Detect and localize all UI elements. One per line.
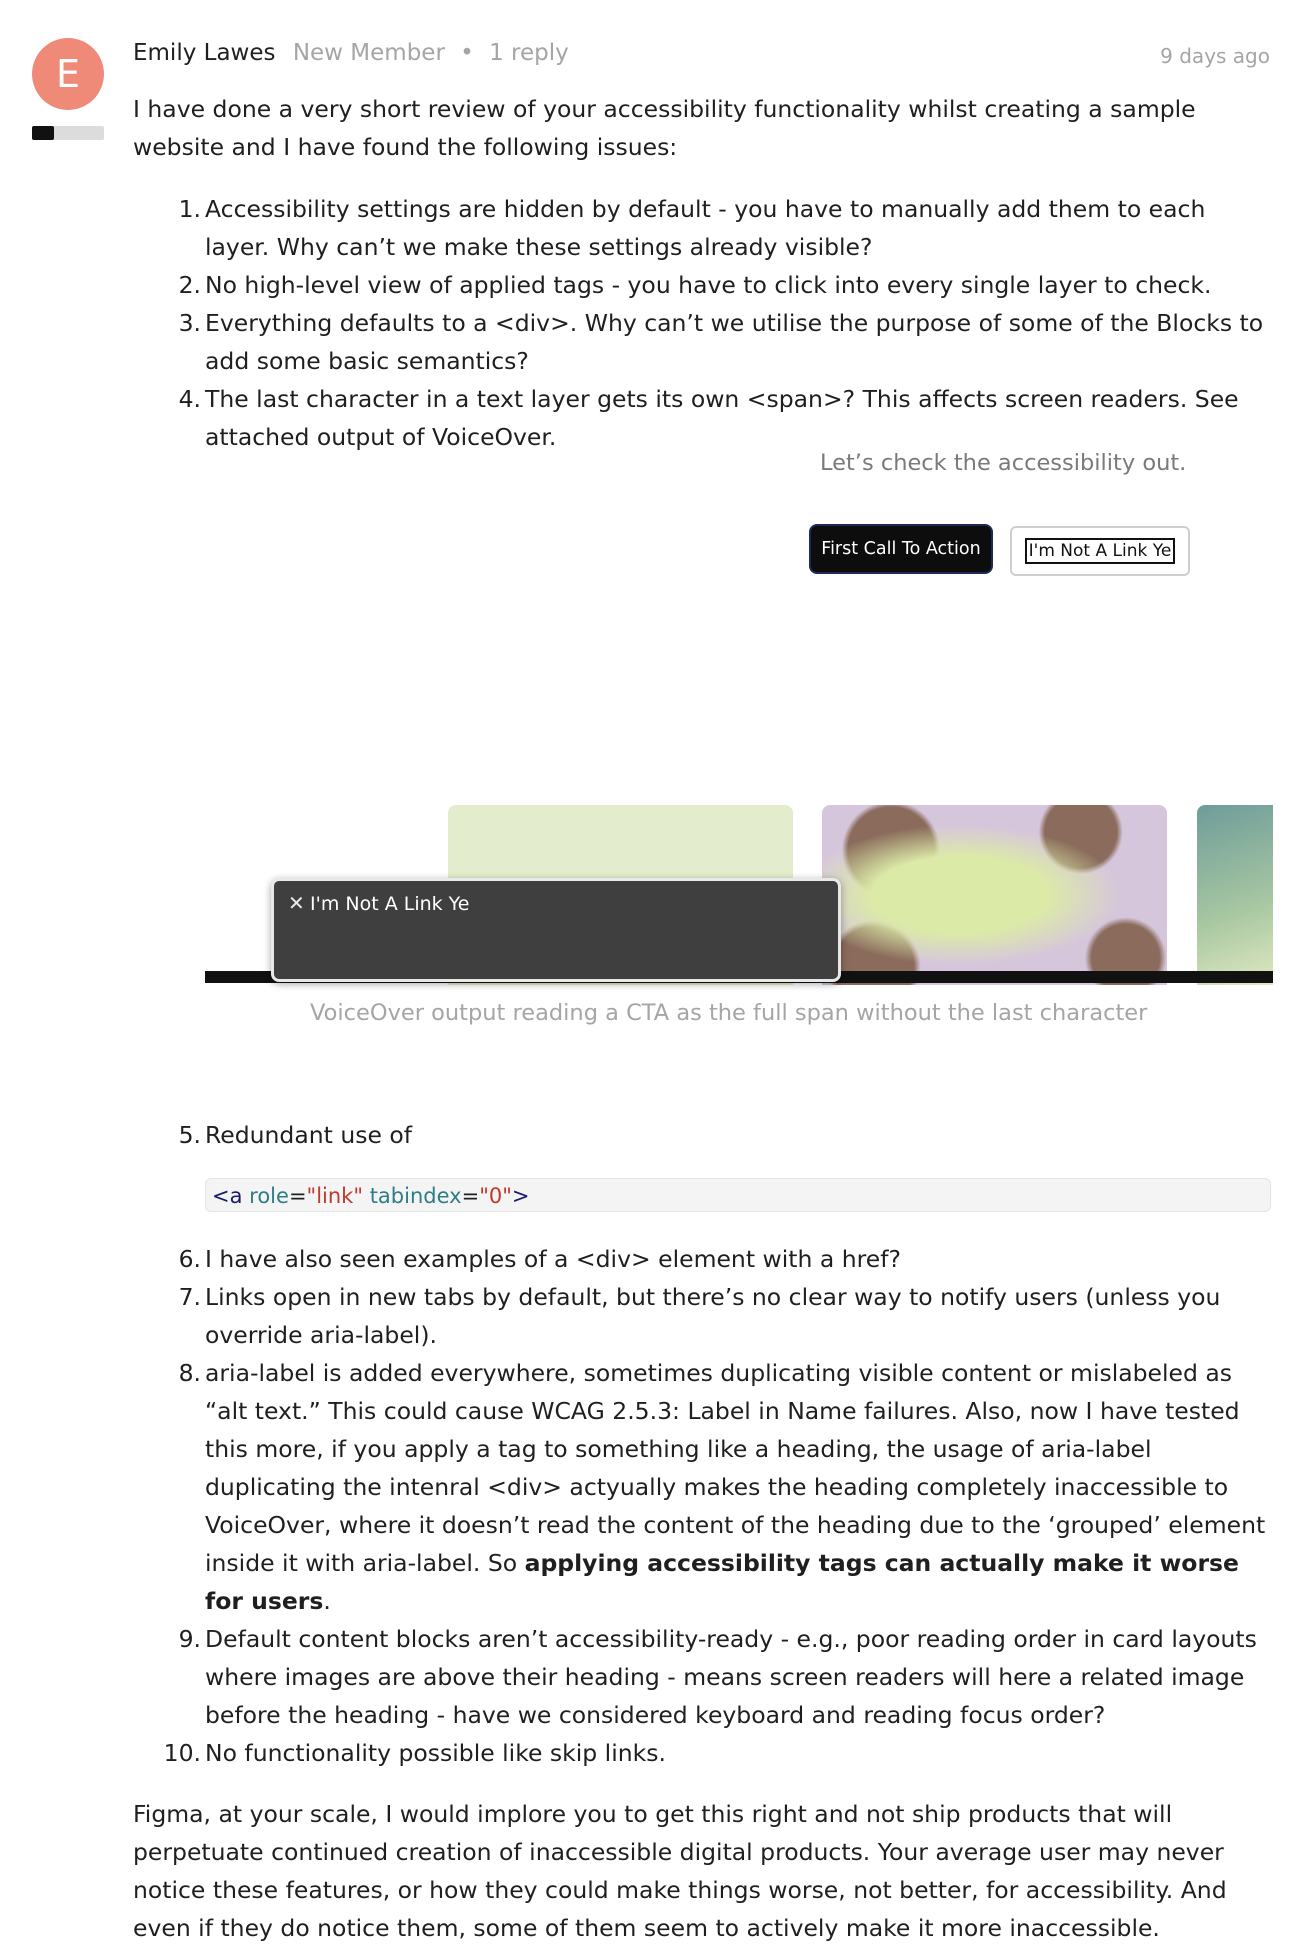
screenshot-heading: Let’s check the accessibility out.	[820, 450, 1187, 476]
list-number: 4.	[178, 385, 201, 413]
not-a-link-label: I'm Not A Link Ye	[1025, 538, 1176, 564]
image-card-2	[822, 805, 1167, 985]
first-cta-button: First Call To Action	[811, 526, 991, 572]
list-number: 8.	[178, 1359, 201, 1387]
code-snippet	[205, 1178, 1271, 1212]
member-role: New Member	[292, 40, 445, 66]
list-item-text: Redundant use of	[205, 1121, 413, 1149]
list-item	[133, 1734, 1273, 1772]
voiceover-caption-panel	[271, 878, 841, 982]
voiceover-output-text: I'm Not A Link Ye	[310, 893, 470, 915]
author-name[interactable]: Emily Lawes	[133, 40, 276, 66]
code-attr: role	[249, 1184, 289, 1208]
code-eq: =	[288, 1184, 307, 1208]
list-number: 1.	[178, 195, 201, 223]
list-item-text: Accessibility settings are hidden by default - you have to manually add them to each layer. Why can’t we make these settings already visible?	[205, 195, 1206, 261]
list-item	[133, 1240, 1273, 1278]
code-value: "link"	[306, 1184, 364, 1208]
list-number: 9.	[178, 1625, 201, 1653]
list-number: 5.	[178, 1121, 201, 1149]
list-item	[133, 1278, 1273, 1354]
list-item-text: No functionality possible like skip links.	[205, 1739, 666, 1767]
list-item-text: Links open in new tabs by default, but there’s no clear way to notify users (unless you override aria-label).	[205, 1283, 1221, 1349]
list-number: 3.	[178, 309, 201, 337]
close-icon: ✕	[288, 891, 305, 915]
code-value: "0"	[479, 1184, 512, 1208]
bold-emphasis: applying accessibility tags can actually make it worse for users	[205, 1549, 1239, 1615]
list-number: 6.	[178, 1245, 201, 1273]
list-item-text: The last character in a text layer gets its own <span>? This affects screen readers. See attached output of VoiceOver.	[205, 385, 1239, 451]
list-item	[133, 1620, 1273, 1734]
not-a-link-button	[1010, 526, 1190, 576]
list-number: 10.	[163, 1739, 201, 1767]
list-item-text: Everything defaults to a <div>. Why can’t we utilise the purpose of some of the Blocks to add some basic semantics?	[205, 309, 1264, 375]
post-timestamp: 9 days ago	[1160, 44, 1270, 68]
list-item	[133, 1116, 1273, 1154]
issues-list-continued	[133, 1240, 1273, 1772]
image-caption: VoiceOver output reading a CTA as the full span without the last character	[310, 1000, 1148, 1026]
list-item-text: No high-level view of applied tags - you have to click into every single layer to check.	[205, 271, 1212, 299]
list-number: 7.	[178, 1283, 201, 1311]
list-item	[133, 1354, 1273, 1620]
separator-dot: •	[460, 40, 474, 66]
code-attr: tabindex	[369, 1184, 462, 1208]
reply-count[interactable]: 1 reply	[489, 40, 569, 66]
list-item-text-end: .	[323, 1587, 331, 1615]
list-number: 2.	[178, 271, 201, 299]
post-header	[133, 40, 1270, 80]
list-item-text: I have also seen examples of a <div> element with a href?	[205, 1245, 901, 1273]
closing-paragraph: Figma, at your scale, I would implore you to get this right and not ship products that will perpetuate continued creation of inaccessible digital products. Your average user may never notice these features, or how they could make things worse, not better, for accessibility. And even if they do notice them, some of them seem to actively make it more inaccessible.	[133, 1800, 1227, 1942]
list-item-text: aria-label is added everywhere, sometimes duplicating visible content or mislabeled as “alt text.” This could cause WCAG 2.5.3: Label in Name failures. Also, now I have tested this more, if you apply a tag to something like a heading, the usage of aria-label duplicating the intenral <div> actyually makes the heading completely inaccessible to VoiceOver, where it doesn’t read the content of the heading due to the ‘grouped’ element inside it with aria-label. So	[205, 1359, 1266, 1577]
code-tag-open: <a	[212, 1184, 243, 1208]
list-item-text: Default content blocks aren’t accessibility-ready - e.g., poor reading order in card layouts where images are above their heading - means screen readers will here a related image before the heading - have we considered keyboard and reading focus order?	[205, 1625, 1257, 1729]
list-item-row	[133, 1116, 1273, 1154]
issues-list	[133, 190, 1273, 456]
list-item	[133, 380, 1273, 456]
member-level-bar	[32, 126, 104, 140]
code-eq: =	[461, 1184, 480, 1208]
member-level-fill	[32, 126, 54, 140]
list-item	[133, 304, 1273, 380]
image-card-3	[1197, 805, 1273, 985]
code-tag-close: >	[511, 1184, 530, 1208]
attached-screenshot[interactable]	[205, 450, 1273, 986]
avatar[interactable]: E	[32, 38, 104, 110]
list-item	[133, 266, 1273, 304]
list-item	[133, 190, 1273, 266]
intro-paragraph: I have done a very short review of your accessibility functionality whilst creating a sample website and I have found the following issues:	[133, 95, 1196, 161]
